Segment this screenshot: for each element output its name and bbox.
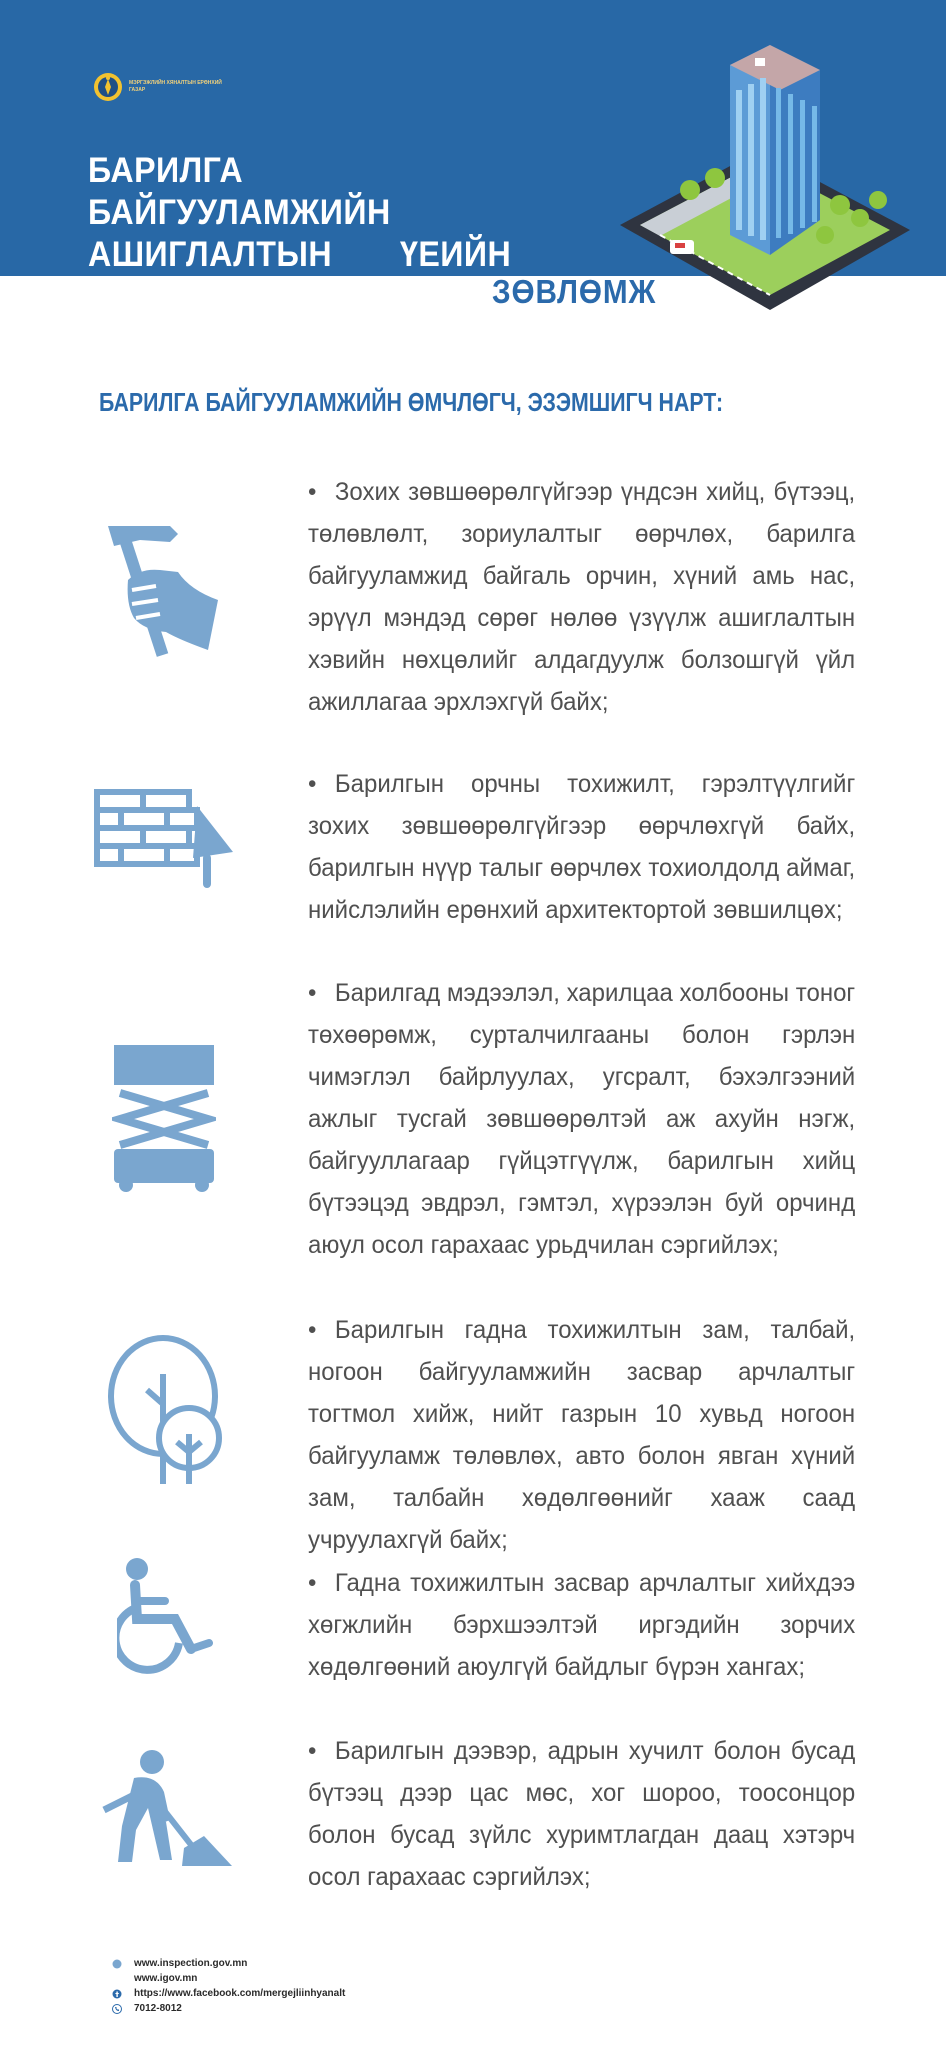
facebook-icon (112, 1989, 122, 1999)
brick-wall-trowel-icon (93, 786, 238, 891)
phone-number[interactable]: 7012-8012 (134, 2003, 182, 2014)
list-item: • Барилгын дээвэр, адрын хучилт болон бусад бүтээц дээр цас мөс, хог шороо, тоосонцор болон бусад зүйлс хуримтлагдан даац хэтэрч осол гарахаас сэргийлэх; (308, 1737, 856, 1891)
website-link[interactable]: www.inspection.gov.mn (134, 1958, 248, 1969)
list-item: • Гадна тохижилтын засвар арчлалтыг хийхдээ хөгжлийн бэрхшээлтэй иргэдийн зорчих хөдөлгөөний аюулгүй байдлыг бүрэн хангах; (308, 1569, 856, 1681)
logo (93, 70, 229, 104)
list-item: • Барилгын орчны тохижилт, гэрэлтүүлгийг зохих зөвшөөрөлгүйгээр өөрчлөхгүй байх, барилгын нүүр талыг өөрчлөх тохиолдолд аймаг, нийслэлийн ерөнхий архитектортой зөвшилцөх; (308, 770, 856, 924)
logo-text: МЭРГЭЖЛИЙН ХЯНАЛТЫН ЕРӨНХИЙ ГАЗАР (129, 80, 222, 93)
worker-shovel-icon (100, 1750, 235, 1868)
website-link-2[interactable]: www.igov.mn (134, 1973, 198, 1984)
phone-icon (112, 2004, 122, 2014)
building-illustration-icon (620, 20, 920, 320)
page-subtitle: ЗӨВЛӨМЖ (492, 273, 657, 310)
page-title (88, 150, 511, 402)
hammer-hand-icon (100, 520, 225, 662)
list-item: • Барилгад мэдээлэл, харилцаа холбооны тоног төхөөрөмж, сурталчилгааны болон гэрлэн чимэглэл байрлуулах, угсралт, бэхэлгээний ажлыг тусгай зөвшөөрөлтэй аж ахуйн нэгж, байгууллагаар гүйцэтгүүлж, барилгын хийц бүтээцэд эвдрэл, гэмтэл, хүрээлэн буй орчинд аюул осол гарахаас урьдчилан сэргийлэх; (308, 979, 856, 1259)
footer-contacts (112, 1956, 345, 2016)
scissor-lift-icon (112, 1045, 216, 1193)
seal-icon (93, 70, 123, 104)
section-heading: БАРИЛГА БАЙГУУЛАМЖИЙН ӨМЧЛӨГЧ, ЭЗЭМШИГЧ НАРТ: (99, 387, 724, 417)
title-line-2: АШИГЛАЛТЫН ҮЕИЙН АЮУЛГҮЙ (88, 235, 512, 316)
facebook-link[interactable]: https://www.facebook.com/mergejliinhyanalt (134, 1988, 346, 1999)
trees-icon (107, 1334, 227, 1492)
title-line-3: БАЙДЛЫГ ХАНГУУЛАХ ТУХАЙ (88, 319, 512, 400)
wheelchair-icon (117, 1557, 215, 1675)
list-item: • Барилгын гадна тохижилтын зам, талбай, ногоон байгууламжийн засвар арчлалтыг тогтмол хийж, нийт газрын 10 хувьд ногоон байгууламж төлөвлөх, авто болон явган хүний зам, талбайн хөдөлгөөнийг хааж саад учруулахгүй байх; (308, 1316, 856, 1554)
globe-icon (112, 1959, 122, 1969)
title-line-1: БАРИЛГА БАЙГУУЛАМЖИЙН (88, 151, 391, 232)
list-item: • Зохих зөвшөөрөлгүйгээр үндсэн хийц, бүтээц, төлөвлөлт, зориулалтыг өөрчлөх, барилга байгууламжид байгаль орчин, хүний амь нас, эрүүл мэндэд сөрөг нөлөө үзүүлж ашиглалтын хэвийн нөхцөлийг алдагдуулж болзошгүй үйл ажиллагаа эрхлэхгүй байх; (308, 478, 856, 716)
